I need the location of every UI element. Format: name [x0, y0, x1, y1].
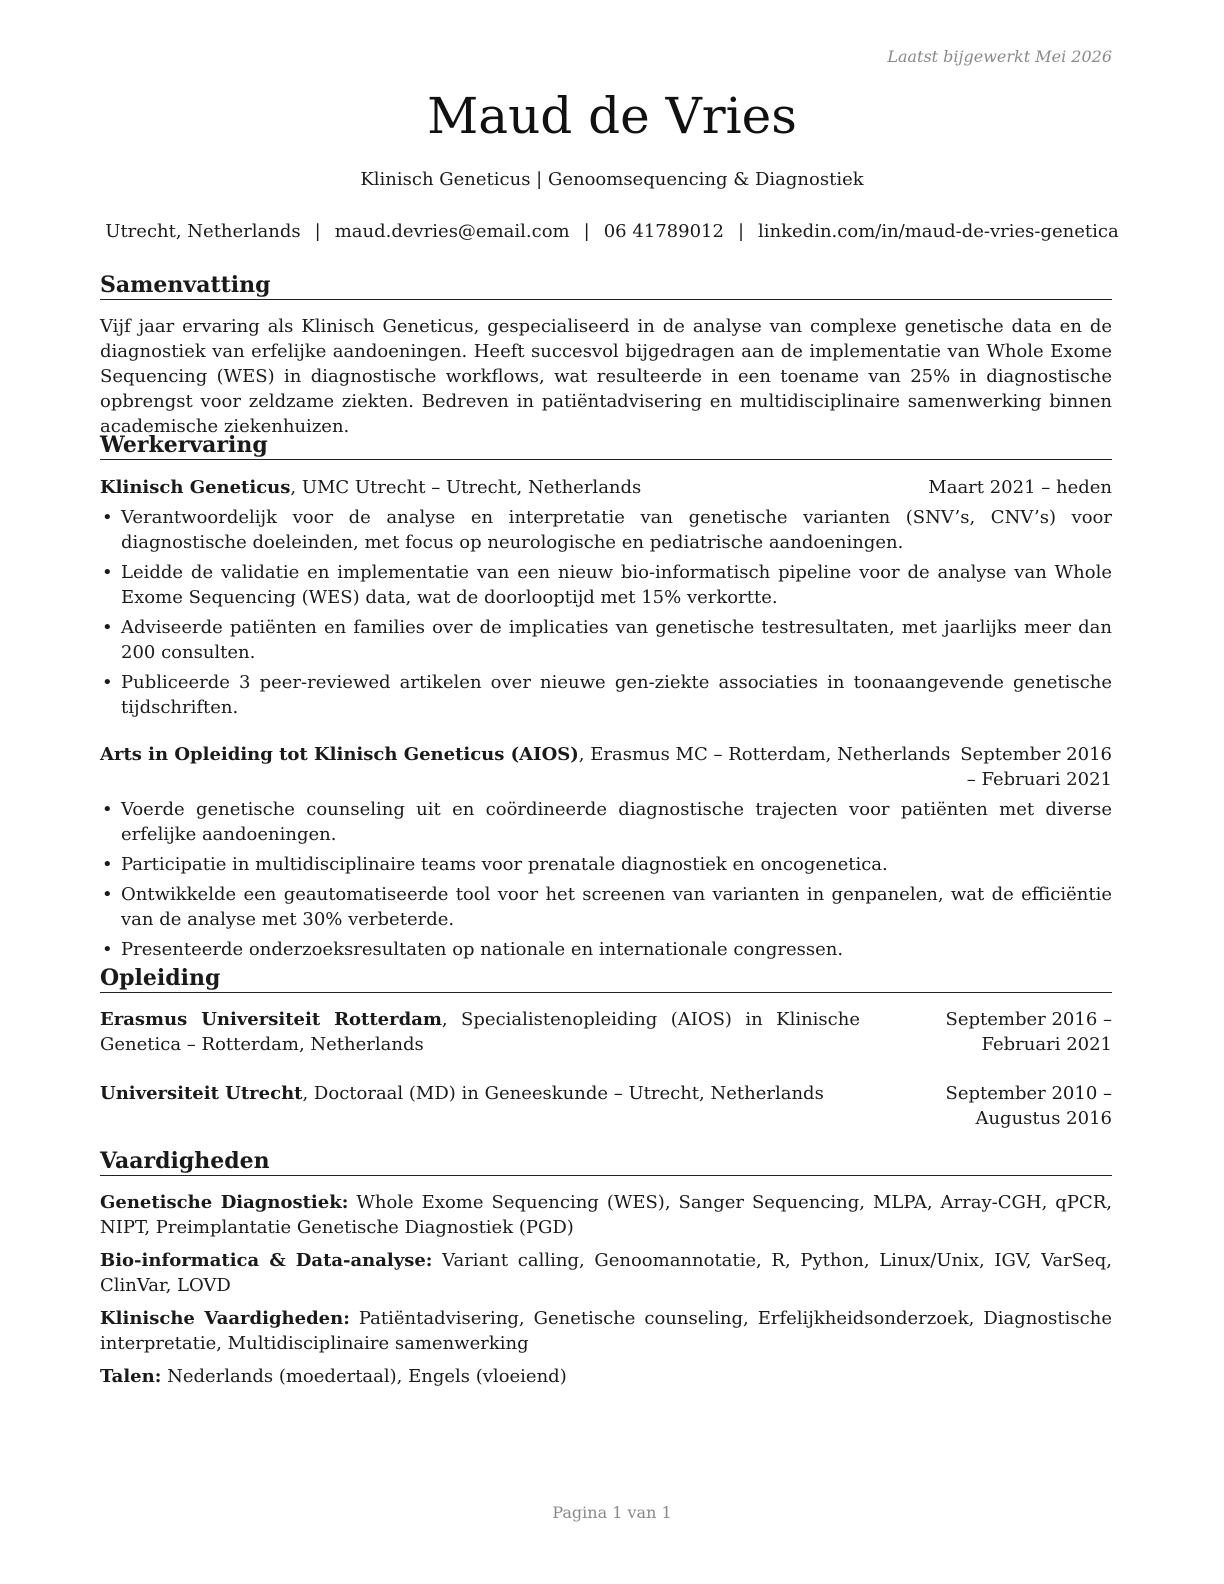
job-bullet: • Presenteerde onderzoeksresultaten op nationale en internationale congressen.	[100, 937, 1112, 962]
job-bullet: • Voerde genetische counseling uit en coördineerde diagnostische trajecten voor patiënten met diverse erfelijke aandoeningen.	[100, 797, 1112, 847]
contact-separator: |	[583, 221, 590, 242]
education-section	[100, 964, 1112, 1131]
skill-row	[100, 1190, 1112, 1240]
job-dates: September 2016 – Februari 2021	[960, 744, 1112, 790]
job-org: , Erasmus MC – Rotterdam, Netherlands	[578, 744, 951, 765]
job-bullet: • Publiceerde 3 peer-reviewed artikelen over nieuwe gen-ziekte associaties in toonaangevende genetische tijdschriften.	[100, 670, 1112, 720]
job-bullet: • Ontwikkelde een geautomatiseerde tool voor het screenen van varianten in genpanelen, wat de efficiëntie van de analyse met 30% verbeterde.	[100, 882, 1112, 932]
education-detail: , Doctoraal (MD) in Geneeskunde – Utrecht, Netherlands	[302, 1083, 824, 1104]
skill-label: Klinische Vaardigheden:	[100, 1308, 350, 1329]
contact-location: Utrecht, Netherlands	[105, 221, 301, 242]
skill-value: Patiëntadvisering, Genetische counseling, Erfelijkheidsonderzoek, Diagnostische interpretatie, Multidisciplinaire samenwerking	[100, 1308, 1112, 1354]
job-entry	[100, 475, 1112, 720]
contact-separator: |	[314, 221, 321, 242]
contact-phone[interactable]: 06 41789012	[603, 221, 724, 242]
section-title: Vaardigheden	[100, 1147, 1112, 1176]
summary-text: Vijf jaar ervaring als Klinisch Geneticus, gespecialiseerd in de analyse van complexe genetische data en de diagnostiek van erfelijke aandoeningen. Heeft succesvol bijgedragen aan de implementatie van Whole Exome Sequencing (WES) in diagnostische workflows, wat resulteerde in een toename van 25% in diagnostische opbrengst voor zeldzame ziekten. Bedreven in patiëntadvisering en multidisciplinaire samenwerking binnen academische ziekenhuizen.	[100, 316, 1112, 437]
page-footer: Pagina 1 van 1	[552, 1503, 672, 1522]
skill-value: Whole Exome Sequencing (WES), Sanger Sequencing, MLPA, Array-CGH, qPCR, NIPT, Preimplantatie Genetische Diagnostiek (PGD)	[100, 1192, 1112, 1238]
contact-email[interactable]: maud.devries@email.com	[334, 221, 570, 242]
job-bullet: • Leidde de validatie en implementatie van een nieuw bio-informatisch pipeline voor de analyse van Whole Exome Sequencing (WES) data, wat de doorlooptijd met 15% verkortte.	[100, 560, 1112, 610]
skill-row	[100, 1248, 1112, 1298]
education-dates: September 2010 – Augustus 2016	[945, 1083, 1112, 1129]
education-school: Erasmus Universiteit Rotterdam	[100, 1009, 442, 1030]
section-title: Samenvatting	[100, 271, 1112, 300]
education-school: Universiteit Utrecht	[100, 1083, 303, 1104]
education-entry	[100, 1007, 1112, 1057]
section-title: Werkervaring	[100, 431, 1112, 460]
headline: Klinisch Geneticus | Genoomsequencing & Diagnostiek	[360, 169, 864, 190]
skill-value: Variant calling, Genoomannotatie, R, Python, Linux/Unix, IGV, VarSeq, ClinVar, LOVD	[100, 1250, 1112, 1296]
summary-section	[100, 271, 1112, 439]
contact-line	[0, 219, 1224, 244]
skill-value: Nederlands (moedertaal), Engels (vloeiend)	[167, 1366, 567, 1387]
job-bullet: • Participatie in multidisciplinaire teams voor prenatale diagnostiek en oncogenetica.	[100, 852, 1112, 877]
skill-label: Talen:	[100, 1366, 162, 1387]
job-bullet: • Verantwoordelijk voor de analyse en interpretatie van genetische varianten (SNV’s, CNV’s) voor diagnostische doeleinden, met focus op neurologische en pediatrische aandoeningen.	[100, 505, 1112, 555]
skill-row	[100, 1306, 1112, 1356]
job-dates: Maart 2021 – heden	[928, 477, 1112, 498]
education-dates: September 2016 – Februari 2021	[945, 1009, 1112, 1055]
last-updated: Laatst bijgewerkt Mei 2026	[887, 47, 1112, 66]
education-detail: , Specialistenopleiding (AIOS) in Klinische Genetica – Rotterdam, Netherlands	[100, 1009, 860, 1055]
job-entry	[100, 742, 1112, 962]
experience-section	[100, 431, 1112, 967]
education-entry	[100, 1081, 1112, 1131]
job-title: Klinisch Geneticus	[100, 477, 291, 498]
skill-row	[100, 1364, 1112, 1389]
skill-label: Bio-informatica & Data-analyse:	[100, 1250, 433, 1271]
job-title: Arts in Opleiding tot Klinisch Geneticus (AIOS)	[100, 744, 579, 765]
contact-linkedin[interactable]: linkedin.com/in/maud-de-vries-genetica	[758, 221, 1119, 242]
skill-label: Genetische Diagnostiek:	[100, 1192, 349, 1213]
skills-section	[100, 1147, 1112, 1389]
person-name: Maud de Vries	[427, 87, 797, 145]
job-org: , UMC Utrecht – Utrecht, Netherlands	[290, 477, 642, 498]
job-bullet: • Adviseerde patiënten en families over de implicaties van genetische testresultaten, met jaarlijks meer dan 200 consulten.	[100, 615, 1112, 665]
contact-separator: |	[737, 221, 745, 242]
section-title: Opleiding	[100, 964, 1112, 993]
